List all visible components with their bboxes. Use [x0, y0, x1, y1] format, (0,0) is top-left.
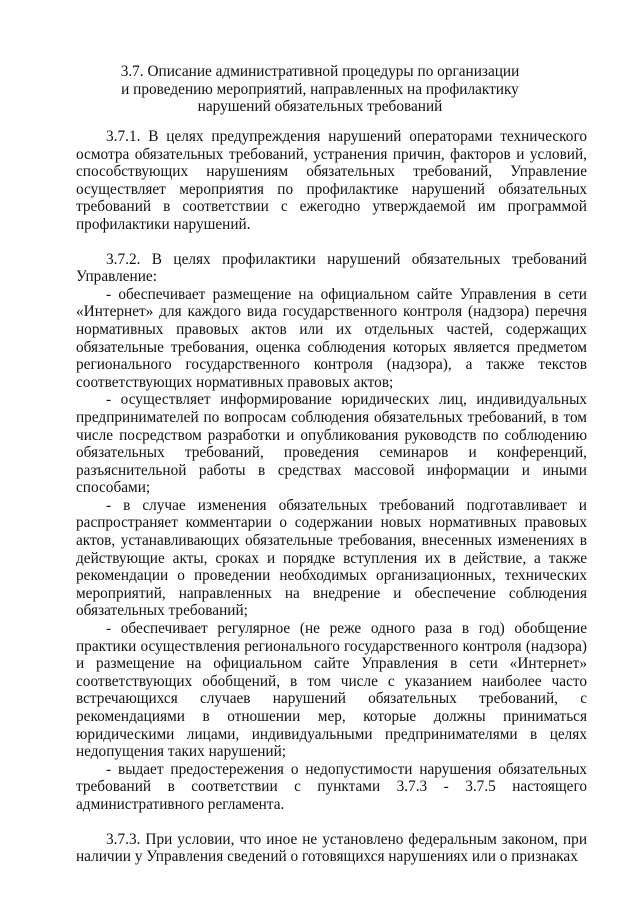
paragraph-gap	[76, 234, 587, 251]
list-item-generalization: - обеспечивает регулярное (не реже одного раза в год) обобщение практики осуществления регионального государственного контроля (надзора) и размещение на официальном сайте Управления в сети «Интернет» соответствующих обобщений, в том числе с указанием наиболее часто встречающихся случаев нарушений обязательных требований, с рекомендациями в отношении мер, которые должны приниматься юридическими лицами, индивидуальными предпринимателями в целях недопущения таких нарушений;	[76, 620, 587, 761]
list-item-comments: - в случае изменения обязательных требований подготавливает и распространяет комментарии о содержании новых нормативных правовых актов, устанавливающих обязательные требования, внесенных изменениях в действующие акты, сроках и порядке вступления их в действие, а также рекомендации о проведении необходимых организационных, технических мероприятий, направленных на внедрение и обеспечение соблюдения обязательных требований;	[76, 496, 587, 620]
list-item-informing: - осуществляет информирование юридических лиц, индивидуальных предпринимателей по вопросам соблюдения обязательных требований, в том числе посредством разработки и опубликования руководств по соблюдению обязательных требований, проведения семинаров и конференций, разъяснительной работы в средствах массовой информации и иными способами;	[76, 391, 587, 497]
list-item-warnings: - выдает предостережения о недопустимости нарушения обязательных требований в соответствии с пунктами 3.7.3 - 3.7.5 настоящего административного регламента.	[76, 760, 587, 813]
heading-line-2: и проведению мероприятий, направленных на профилактику	[121, 80, 519, 98]
heading-line-1: 3.7. Описание административной процедуры по организации	[120, 63, 520, 80]
paragraph-gap	[76, 814, 587, 831]
heading-line-3: нарушений обязательных требований	[197, 98, 443, 116]
list-item-publication: - обеспечивает размещение на официальном сайте Управления в сети «Интернет» для каждого вида государственного контроля (надзора) перечня нормативных правовых актов или их отдельных частей, содержащих обязательные требования, оценка соблюдения которых является предметом регионального государственного контроля (надзора), а также текстов соответствующих нормативных правовых актов;	[76, 285, 587, 391]
paragraph-3-7-3: 3.7.3. При условии, что иное не установлено федеральным законом, при наличии у Управления сведений о готовящихся нарушениях или о признаках	[76, 830, 587, 866]
section-heading	[100, 63, 540, 116]
paragraph-3-7-2: 3.7.2. В целях профилактики нарушений обязательных требований Управление:	[76, 250, 587, 286]
document-body	[76, 128, 587, 866]
paragraph-3-7-1: 3.7.1. В целях предупреждения нарушений операторами технического осмотра обязательных требований, устранения причин, факторов и условий, способствующих нарушениям обязательных требований, Управление осуществляет мероприятия по профилактике нарушений обязательных требований в соответствии с ежегодно утверждаемой им программой профилактики нарушений.	[76, 128, 587, 233]
